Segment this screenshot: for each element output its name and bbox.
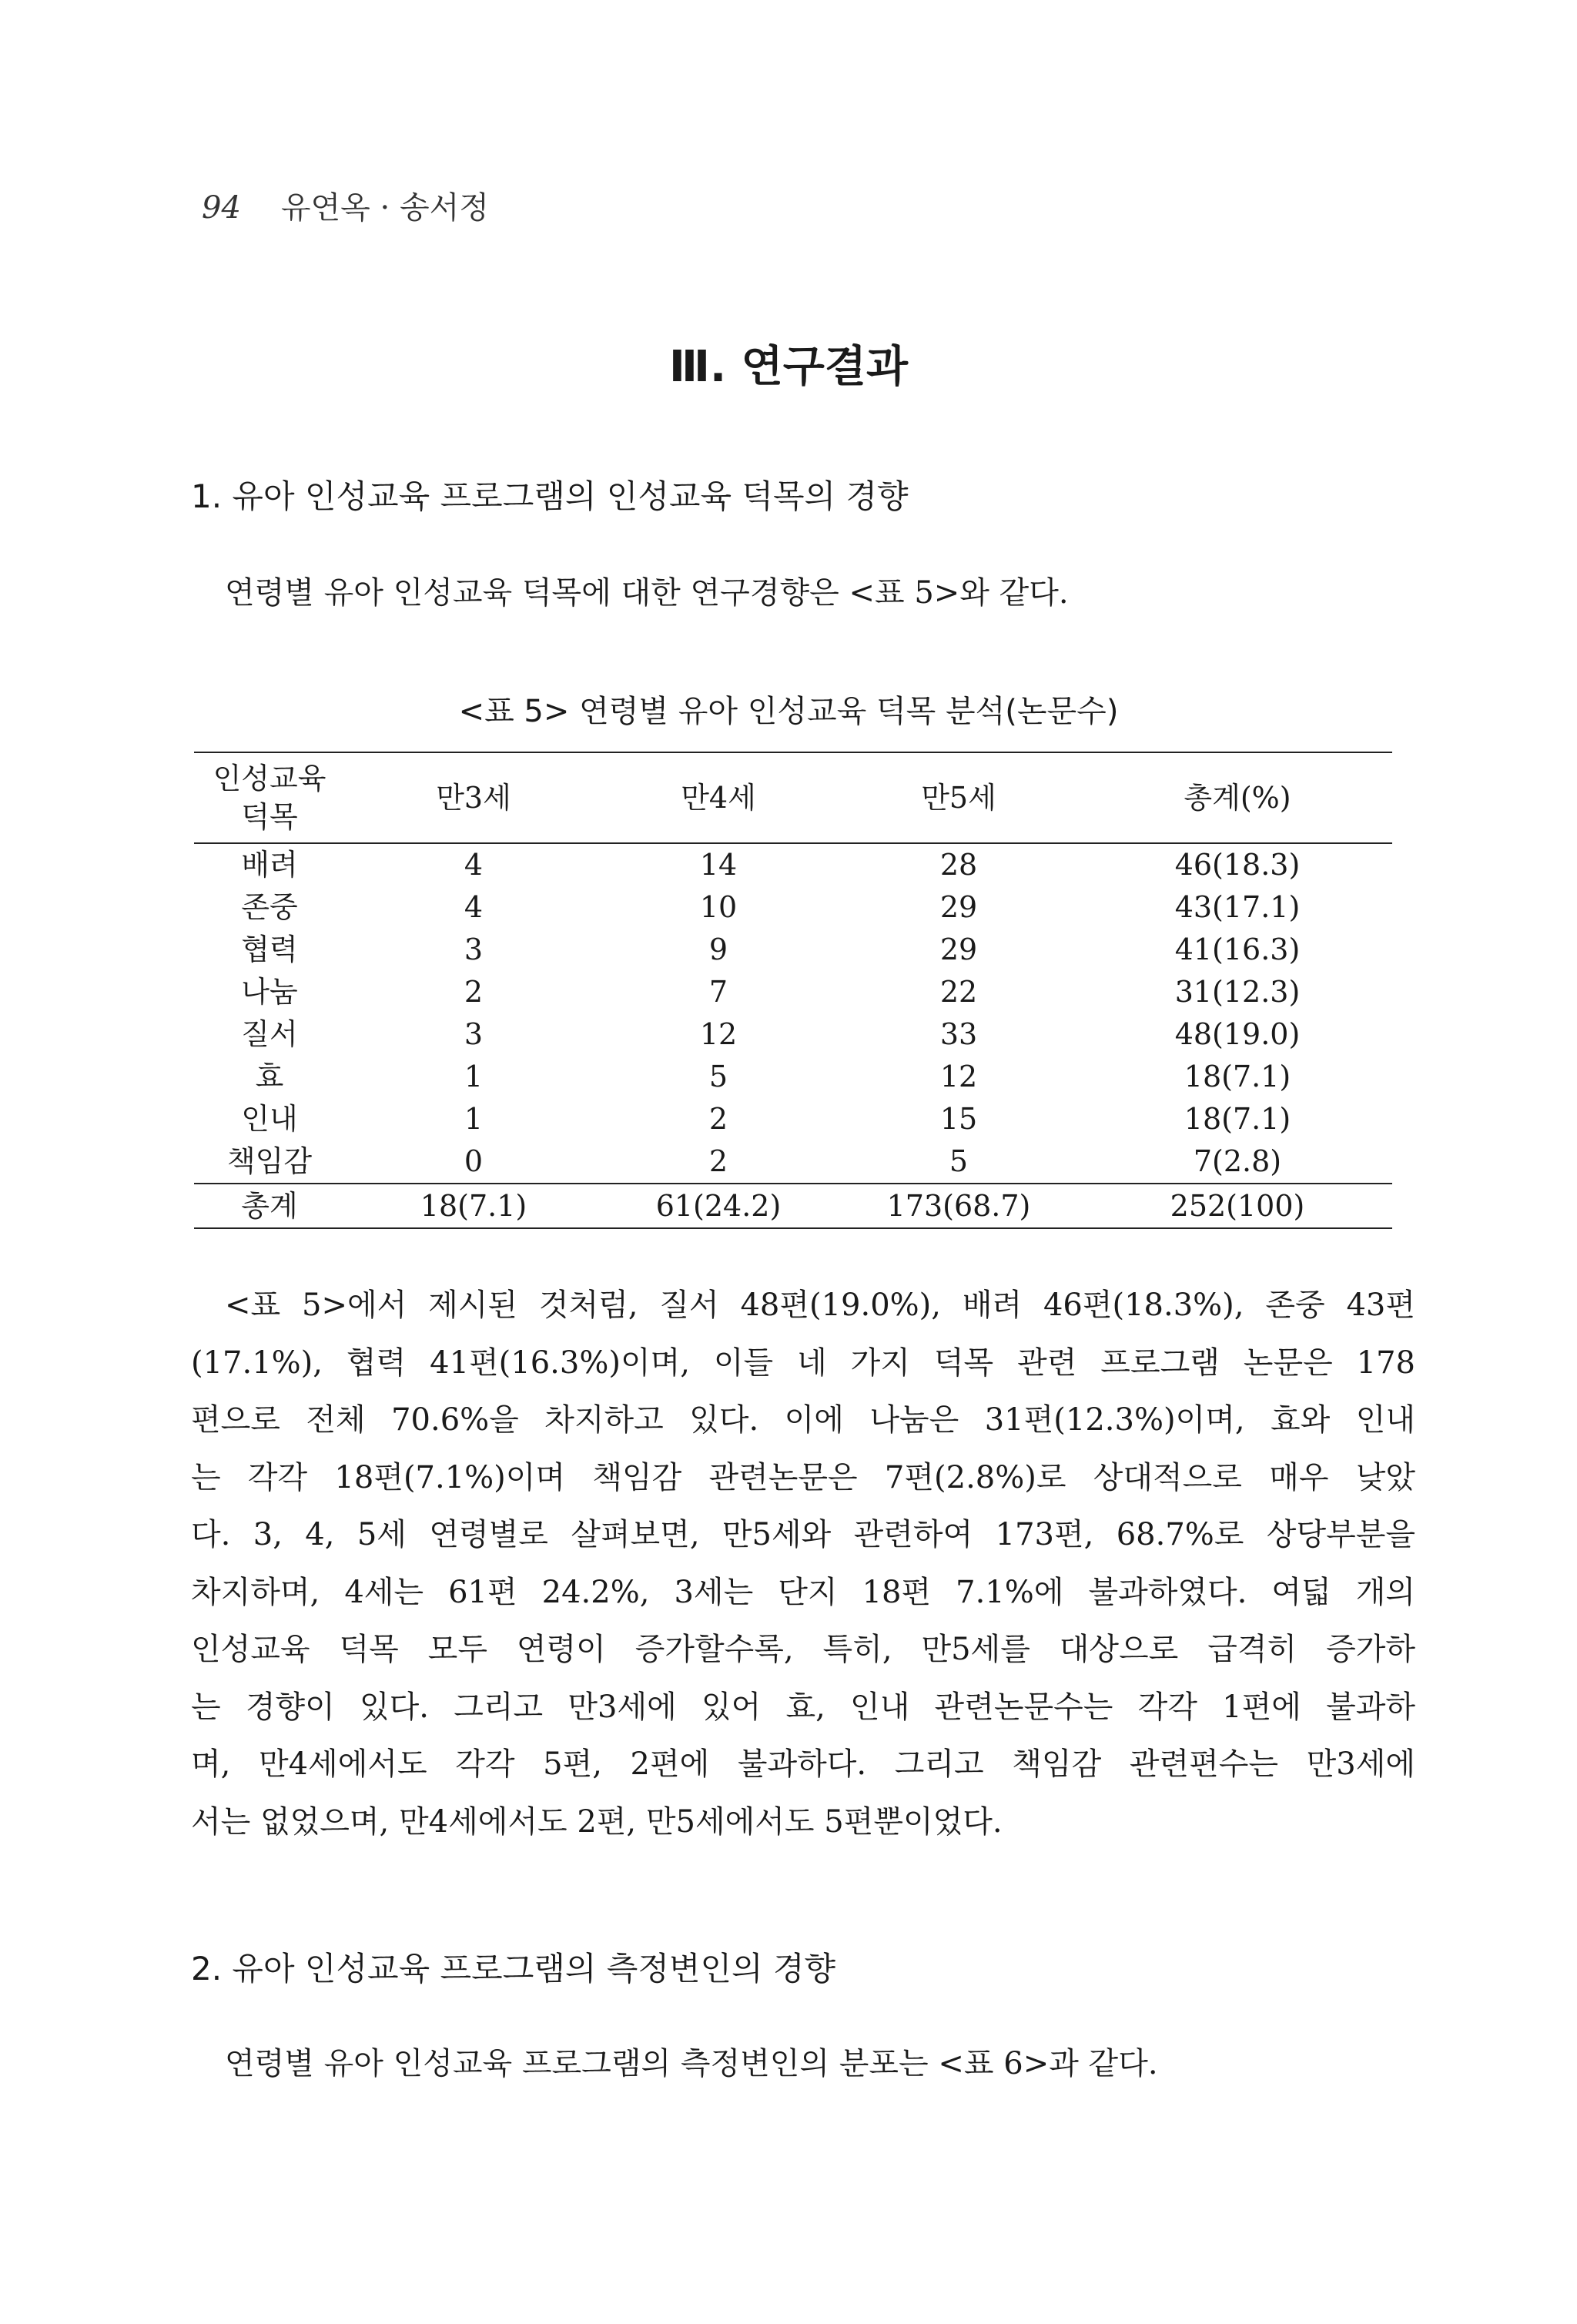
cell-virtue: 책임감 bbox=[226, 1144, 313, 1178]
total-cell-age5: 173(68.7) bbox=[835, 1184, 1083, 1228]
cell-age5: 12 bbox=[939, 1060, 978, 1093]
paragraph-line: 인성교육 덕목 모두 연령이 증가할수록, 특히, 만5세를 대상으로 급격히 증가하 bbox=[191, 1632, 1415, 1667]
table-row bbox=[194, 929, 1392, 971]
results-paragraph bbox=[191, 1277, 1415, 1850]
table-header-row bbox=[194, 752, 1392, 843]
cell-age5: 28 bbox=[939, 848, 978, 882]
chapter-title: Ⅲ. 연구결과 bbox=[668, 342, 909, 392]
cell-total: 48(19.0) bbox=[1174, 1017, 1301, 1051]
table-row bbox=[194, 886, 1392, 929]
table-row bbox=[194, 1140, 1392, 1184]
header-virtue-line1: 인성교육 bbox=[213, 762, 326, 795]
cell-virtue: 효 bbox=[255, 1060, 284, 1093]
cell-age4: 2 bbox=[708, 1144, 728, 1178]
cell-age4: 7 bbox=[708, 975, 728, 1009]
total-cell-age3: 18(7.1) bbox=[345, 1184, 602, 1228]
cell-virtue: 협력 bbox=[241, 933, 298, 966]
cell-age4: 2 bbox=[708, 1102, 728, 1136]
table-row bbox=[194, 971, 1392, 1013]
cell-age3: 3 bbox=[464, 1017, 484, 1051]
total-cell-age4: 61(24.2) bbox=[602, 1184, 835, 1228]
cell-age3: 2 bbox=[464, 975, 484, 1009]
cell-age4: 10 bbox=[699, 890, 738, 924]
cell-total: 43(17.1) bbox=[1174, 890, 1301, 924]
page-number: 94 bbox=[202, 190, 241, 226]
paragraph-line: <표 5>에서 제시된 것처럼, 질서 48편(19.0%), 배려 46편(18.3%), 존중 43편 bbox=[225, 1288, 1415, 1323]
section-1-intro: 연령별 유아 인성교육 덕목에 대한 연구경향은 <표 5>와 같다. bbox=[225, 575, 1069, 611]
cell-total: 18(7.1) bbox=[1184, 1060, 1291, 1093]
running-header bbox=[202, 183, 489, 227]
cell-age4: 5 bbox=[708, 1060, 728, 1093]
virtue-by-age-table bbox=[194, 752, 1392, 1229]
paragraph-line: 차지하며, 4세는 61편 24.2%, 3세는 단지 18편 7.1%에 불과하였다. 여덟 개의 bbox=[191, 1574, 1415, 1610]
paragraph-line: 편으로 전체 70.6%을 차지하고 있다. 이에 나눔은 31편(12.3%)이며, 효와 인내 bbox=[191, 1402, 1415, 1438]
cell-total: 18(7.1) bbox=[1184, 1102, 1291, 1136]
cell-total: 41(16.3) bbox=[1174, 933, 1301, 966]
header-age4: 만4세 bbox=[602, 752, 835, 843]
section-2-heading: 2. 유아 인성교육 프로그램의 측정변인의 경향 bbox=[191, 1950, 836, 1987]
cell-age5: 29 bbox=[939, 933, 978, 966]
cell-total: 46(18.3) bbox=[1174, 848, 1301, 882]
paragraph-line: 다. 3, 4, 5세 연령별로 살펴보면, 만5세와 관련하여 173편, 68.7%로 상당부분을 bbox=[191, 1517, 1415, 1552]
table-row bbox=[194, 1013, 1392, 1056]
table-body bbox=[194, 843, 1392, 1228]
paragraph-line: 는 각각 18편(7.1%)이며 책임감 관련논문은 7편(2.8%)로 상대적으로 매우 낮았 bbox=[191, 1459, 1415, 1495]
cell-age3: 4 bbox=[464, 890, 484, 924]
section-2-intro: 연령별 유아 인성교육 프로그램의 측정변인의 분포는 <표 6>과 같다. bbox=[225, 2046, 1158, 2081]
cell-virtue: 존중 bbox=[241, 890, 298, 924]
cell-age4: 14 bbox=[699, 848, 738, 882]
paragraph-line: 서는 없었으며, 만4세에서도 2편, 만5세에서도 5편뿐이었다. bbox=[191, 1803, 1003, 1840]
cell-age5: 15 bbox=[939, 1102, 978, 1136]
header-virtue-line2: 덕목 bbox=[241, 800, 298, 834]
running-header-authors: 유연옥 · 송서정 bbox=[280, 190, 489, 226]
cell-age5: 5 bbox=[949, 1144, 969, 1178]
cell-age3: 0 bbox=[464, 1144, 484, 1178]
table-row bbox=[194, 843, 1392, 886]
section-1-heading: 1. 유아 인성교육 프로그램의 인성교육 덕목의 경향 bbox=[191, 477, 909, 515]
header-total: 총계(%) bbox=[1083, 752, 1392, 843]
total-cell-virtue: 총계 bbox=[194, 1184, 345, 1228]
cell-virtue: 인내 bbox=[241, 1102, 298, 1136]
cell-virtue: 나눔 bbox=[241, 975, 298, 1009]
cell-age5: 22 bbox=[939, 975, 978, 1009]
cell-total: 7(2.8) bbox=[1193, 1144, 1282, 1178]
cell-age5: 29 bbox=[939, 890, 978, 924]
table-5 bbox=[194, 752, 1392, 1229]
cell-age3: 1 bbox=[464, 1060, 484, 1093]
cell-age4: 9 bbox=[708, 933, 728, 966]
cell-virtue: 질서 bbox=[241, 1017, 298, 1051]
cell-virtue: 배려 bbox=[241, 848, 298, 882]
cell-age3: 4 bbox=[464, 848, 484, 882]
table-row bbox=[194, 1098, 1392, 1140]
cell-total: 31(12.3) bbox=[1174, 975, 1301, 1009]
table-row bbox=[194, 1056, 1392, 1098]
cell-age3: 3 bbox=[464, 933, 484, 966]
header-age3: 만3세 bbox=[345, 752, 602, 843]
header-age5: 만5세 bbox=[835, 752, 1083, 843]
table-total-row bbox=[194, 1184, 1392, 1228]
total-cell-total: 252(100) bbox=[1083, 1184, 1392, 1228]
paragraph-line: 며, 만4세에서도 각각 5편, 2편에 불과하다. 그리고 책임감 관련편수는 만3세에 bbox=[191, 1746, 1415, 1782]
table-5-caption: <표 5> 연령별 유아 인성교육 덕목 분석(논문수) bbox=[458, 694, 1119, 729]
paragraph-line: 는 경향이 있다. 그리고 만3세에 있어 효, 인내 관련논문수는 각각 1편에 불과하 bbox=[191, 1689, 1415, 1725]
cell-age4: 12 bbox=[699, 1017, 738, 1051]
paragraph-line: (17.1%), 협력 41편(16.3%)이며, 이들 네 가지 덕목 관련 프로그램 논문은 178 bbox=[191, 1345, 1415, 1381]
cell-age3: 1 bbox=[464, 1102, 484, 1136]
header-virtue bbox=[194, 752, 345, 843]
cell-age5: 33 bbox=[939, 1017, 978, 1051]
